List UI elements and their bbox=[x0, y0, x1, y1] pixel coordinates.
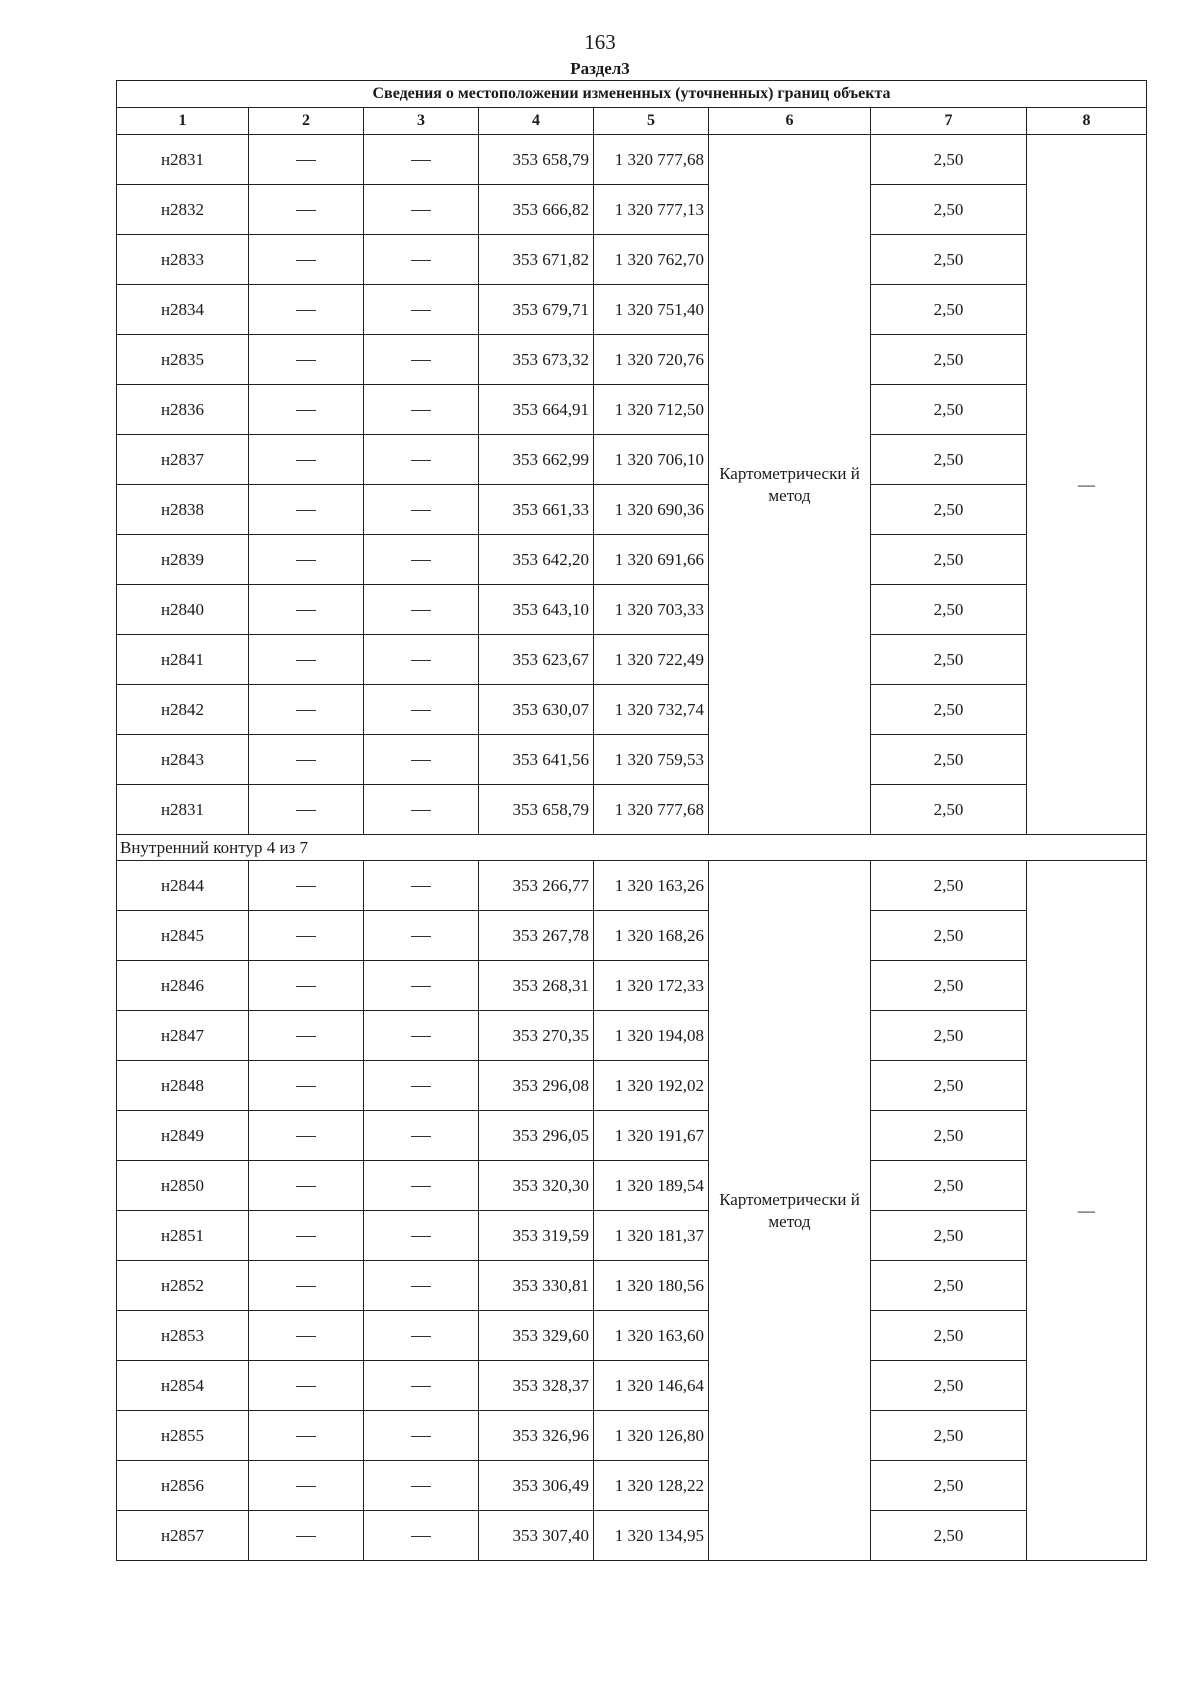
col2-value bbox=[249, 1261, 364, 1311]
table-row bbox=[117, 135, 1147, 185]
point-name: н2835 bbox=[117, 335, 249, 385]
x-coordinate: 353 296,08 bbox=[479, 1061, 594, 1111]
table-row bbox=[117, 961, 1147, 1011]
y-coordinate: 1 320 168,26 bbox=[594, 911, 709, 961]
col2-value bbox=[249, 135, 364, 185]
col2-value bbox=[249, 861, 364, 911]
column-number: 8 bbox=[1027, 108, 1147, 135]
y-coordinate: 1 320 720,76 bbox=[594, 335, 709, 385]
col2-value bbox=[249, 585, 364, 635]
x-coordinate: 353 662,99 bbox=[479, 435, 594, 485]
col2-value bbox=[249, 185, 364, 235]
col3-value bbox=[364, 1511, 479, 1561]
dash-mark bbox=[411, 1236, 431, 1237]
x-coordinate: 353 296,05 bbox=[479, 1111, 594, 1161]
y-coordinate: 1 320 732,74 bbox=[594, 685, 709, 735]
point-name: н2843 bbox=[117, 735, 249, 785]
precision-value: 2,50 bbox=[871, 485, 1027, 535]
x-coordinate: 353 623,67 bbox=[479, 635, 594, 685]
point-name: н2831 bbox=[117, 135, 249, 185]
table-row bbox=[117, 185, 1147, 235]
point-name: н2852 bbox=[117, 1261, 249, 1311]
page-number: 163 bbox=[584, 30, 616, 54]
col3-value bbox=[364, 911, 479, 961]
dash-mark bbox=[296, 160, 316, 161]
col3-value bbox=[364, 635, 479, 685]
y-coordinate: 1 320 690,36 bbox=[594, 485, 709, 535]
col3-value bbox=[364, 535, 479, 585]
col3-value bbox=[364, 135, 479, 185]
col3-value bbox=[364, 1111, 479, 1161]
col3-value bbox=[364, 785, 479, 835]
dash-mark bbox=[296, 1086, 316, 1087]
dash-mark bbox=[296, 1386, 316, 1387]
point-name: н2847 bbox=[117, 1011, 249, 1061]
table-row bbox=[117, 535, 1147, 585]
point-name: н2845 bbox=[117, 911, 249, 961]
x-coordinate: 353 319,59 bbox=[479, 1211, 594, 1261]
y-coordinate: 1 320 181,37 bbox=[594, 1211, 709, 1261]
table-row bbox=[117, 335, 1147, 385]
dash-mark bbox=[296, 760, 316, 761]
col3-value bbox=[364, 1061, 479, 1111]
precision-value: 2,50 bbox=[871, 1161, 1027, 1211]
dash-mark bbox=[296, 710, 316, 711]
dash-mark bbox=[411, 460, 431, 461]
precision-value: 2,50 bbox=[871, 1461, 1027, 1511]
point-name: н2832 bbox=[117, 185, 249, 235]
dash-mark bbox=[411, 410, 431, 411]
x-coordinate: 353 671,82 bbox=[479, 235, 594, 285]
col8-value: — bbox=[1027, 135, 1147, 835]
dash-mark bbox=[411, 1286, 431, 1287]
precision-value: 2,50 bbox=[871, 785, 1027, 835]
table-row bbox=[117, 235, 1147, 285]
dash-mark bbox=[411, 1386, 431, 1387]
dash-mark bbox=[411, 660, 431, 661]
precision-value: 2,50 bbox=[871, 1061, 1027, 1111]
dash-mark bbox=[296, 210, 316, 211]
point-name: н2831 bbox=[117, 785, 249, 835]
table-caption-row bbox=[117, 81, 1147, 108]
y-coordinate: 1 320 189,54 bbox=[594, 1161, 709, 1211]
x-coordinate: 353 267,78 bbox=[479, 911, 594, 961]
dash-mark bbox=[411, 886, 431, 887]
col2-value bbox=[249, 1211, 364, 1261]
column-number: 4 bbox=[479, 108, 594, 135]
y-coordinate: 1 320 777,68 bbox=[594, 785, 709, 835]
dash-mark bbox=[411, 1436, 431, 1437]
col3-value bbox=[364, 861, 479, 911]
y-coordinate: 1 320 777,13 bbox=[594, 185, 709, 235]
y-coordinate: 1 320 703,33 bbox=[594, 585, 709, 635]
y-coordinate: 1 320 759,53 bbox=[594, 735, 709, 785]
col3-value bbox=[364, 1461, 479, 1511]
point-name: н2849 bbox=[117, 1111, 249, 1161]
y-coordinate: 1 320 762,70 bbox=[594, 235, 709, 285]
precision-value: 2,50 bbox=[871, 1511, 1027, 1561]
column-number: 7 bbox=[871, 108, 1027, 135]
precision-value: 2,50 bbox=[871, 1011, 1027, 1061]
contour-title-row bbox=[117, 835, 1147, 861]
dash-mark bbox=[411, 810, 431, 811]
x-coordinate: 353 658,79 bbox=[479, 135, 594, 185]
precision-value: 2,50 bbox=[871, 435, 1027, 485]
x-coordinate: 353 268,31 bbox=[479, 961, 594, 1011]
x-coordinate: 353 673,32 bbox=[479, 335, 594, 385]
col2-value bbox=[249, 1061, 364, 1111]
dash-mark bbox=[296, 1536, 316, 1537]
dash-mark bbox=[296, 510, 316, 511]
dash-mark bbox=[296, 360, 316, 361]
dash-mark bbox=[296, 986, 316, 987]
dash-mark bbox=[296, 310, 316, 311]
dash-mark bbox=[411, 1486, 431, 1487]
col2-value bbox=[249, 1311, 364, 1361]
dash-mark bbox=[411, 1536, 431, 1537]
table-row bbox=[117, 1361, 1147, 1411]
point-name: н2854 bbox=[117, 1361, 249, 1411]
table-row bbox=[117, 1211, 1147, 1261]
col3-value bbox=[364, 1011, 479, 1061]
precision-value: 2,50 bbox=[871, 635, 1027, 685]
col2-value bbox=[249, 635, 364, 685]
col2-value bbox=[249, 385, 364, 435]
x-coordinate: 353 329,60 bbox=[479, 1311, 594, 1361]
point-name: н2841 bbox=[117, 635, 249, 685]
precision-value: 2,50 bbox=[871, 1361, 1027, 1411]
table-row bbox=[117, 1461, 1147, 1511]
table-row bbox=[117, 635, 1147, 685]
y-coordinate: 1 320 722,49 bbox=[594, 635, 709, 685]
col2-value bbox=[249, 1361, 364, 1411]
table-row bbox=[117, 785, 1147, 835]
col3-value bbox=[364, 335, 479, 385]
dash-mark bbox=[296, 1036, 316, 1037]
method-cell: Картометрически й метод bbox=[709, 135, 871, 835]
column-number: 1 bbox=[117, 108, 249, 135]
precision-value: 2,50 bbox=[871, 235, 1027, 285]
point-name: н2844 bbox=[117, 861, 249, 911]
x-coordinate: 353 266,77 bbox=[479, 861, 594, 911]
precision-value: 2,50 bbox=[871, 535, 1027, 585]
col2-value bbox=[249, 335, 364, 385]
point-name: н2837 bbox=[117, 435, 249, 485]
point-name: н2834 bbox=[117, 285, 249, 335]
table-row bbox=[117, 1061, 1147, 1111]
boundary-points-table bbox=[116, 80, 1147, 1561]
point-name: н2838 bbox=[117, 485, 249, 535]
col2-value bbox=[249, 1111, 364, 1161]
precision-value: 2,50 bbox=[871, 961, 1027, 1011]
section-title: Раздел3 bbox=[570, 59, 630, 78]
dash-mark bbox=[411, 760, 431, 761]
col3-value bbox=[364, 1361, 479, 1411]
dash-mark bbox=[411, 260, 431, 261]
dash-mark bbox=[411, 710, 431, 711]
col2-value bbox=[249, 1461, 364, 1511]
dash-mark bbox=[411, 1186, 431, 1187]
dash-mark bbox=[296, 410, 316, 411]
y-coordinate: 1 320 134,95 bbox=[594, 1511, 709, 1561]
dash-mark bbox=[411, 1036, 431, 1037]
precision-value: 2,50 bbox=[871, 185, 1027, 235]
col2-value bbox=[249, 911, 364, 961]
col2-value bbox=[249, 685, 364, 735]
y-coordinate: 1 320 194,08 bbox=[594, 1011, 709, 1061]
col2-value bbox=[249, 1011, 364, 1061]
precision-value: 2,50 bbox=[871, 911, 1027, 961]
dash-mark bbox=[296, 610, 316, 611]
contour-title: Внутренний контур 4 из 7 bbox=[117, 835, 1147, 861]
precision-value: 2,50 bbox=[871, 1111, 1027, 1161]
point-name: н2840 bbox=[117, 585, 249, 635]
x-coordinate: 353 679,71 bbox=[479, 285, 594, 335]
col3-value bbox=[364, 285, 479, 335]
y-coordinate: 1 320 751,40 bbox=[594, 285, 709, 335]
y-coordinate: 1 320 192,02 bbox=[594, 1061, 709, 1111]
x-coordinate: 353 664,91 bbox=[479, 385, 594, 435]
table-row bbox=[117, 1411, 1147, 1461]
table-row bbox=[117, 285, 1147, 335]
col2-value bbox=[249, 735, 364, 785]
column-number-row bbox=[117, 108, 1147, 135]
col3-value bbox=[364, 235, 479, 285]
x-coordinate: 353 630,07 bbox=[479, 685, 594, 735]
table-row bbox=[117, 1261, 1147, 1311]
table-row bbox=[117, 485, 1147, 535]
dash-mark bbox=[411, 1086, 431, 1087]
col3-value bbox=[364, 385, 479, 435]
col2-value bbox=[249, 285, 364, 335]
dash-mark bbox=[411, 210, 431, 211]
table-row bbox=[117, 861, 1147, 911]
table-row bbox=[117, 1011, 1147, 1061]
col3-value bbox=[364, 485, 479, 535]
table-row bbox=[117, 585, 1147, 635]
dash-mark bbox=[296, 936, 316, 937]
table-caption: Сведения о местоположении измененных (уточненных) границ объекта bbox=[117, 81, 1147, 108]
table-row bbox=[117, 1511, 1147, 1561]
dash-mark bbox=[296, 560, 316, 561]
col3-value bbox=[364, 1211, 479, 1261]
column-number: 5 bbox=[594, 108, 709, 135]
point-name: н2839 bbox=[117, 535, 249, 585]
precision-value: 2,50 bbox=[871, 735, 1027, 785]
column-number: 3 bbox=[364, 108, 479, 135]
table-row bbox=[117, 385, 1147, 435]
precision-value: 2,50 bbox=[871, 1411, 1027, 1461]
col3-value bbox=[364, 961, 479, 1011]
point-name: н2857 bbox=[117, 1511, 249, 1561]
table-row bbox=[117, 685, 1147, 735]
y-coordinate: 1 320 172,33 bbox=[594, 961, 709, 1011]
y-coordinate: 1 320 126,80 bbox=[594, 1411, 709, 1461]
dash-mark bbox=[411, 360, 431, 361]
column-number: 6 bbox=[709, 108, 871, 135]
point-name: н2850 bbox=[117, 1161, 249, 1211]
dash-mark bbox=[411, 986, 431, 987]
col3-value bbox=[364, 1261, 479, 1311]
dash-mark bbox=[296, 1486, 316, 1487]
dash-mark bbox=[411, 160, 431, 161]
col3-value bbox=[364, 685, 479, 735]
table-row bbox=[117, 735, 1147, 785]
y-coordinate: 1 320 777,68 bbox=[594, 135, 709, 185]
x-coordinate: 353 326,96 bbox=[479, 1411, 594, 1461]
x-coordinate: 353 328,37 bbox=[479, 1361, 594, 1411]
point-name: н2836 bbox=[117, 385, 249, 435]
precision-value: 2,50 bbox=[871, 1311, 1027, 1361]
col2-value bbox=[249, 785, 364, 835]
dash-mark bbox=[411, 610, 431, 611]
dash-mark bbox=[411, 310, 431, 311]
dash-mark bbox=[296, 1136, 316, 1137]
table-row bbox=[117, 1111, 1147, 1161]
dash-mark bbox=[296, 1336, 316, 1337]
dash-mark bbox=[296, 1436, 316, 1437]
dash-mark bbox=[296, 660, 316, 661]
precision-value: 2,50 bbox=[871, 1261, 1027, 1311]
y-coordinate: 1 320 180,56 bbox=[594, 1261, 709, 1311]
dash-mark bbox=[296, 1286, 316, 1287]
col2-value bbox=[249, 961, 364, 1011]
col2-value bbox=[249, 485, 364, 535]
x-coordinate: 353 642,20 bbox=[479, 535, 594, 585]
col2-value bbox=[249, 535, 364, 585]
y-coordinate: 1 320 146,64 bbox=[594, 1361, 709, 1411]
col2-value bbox=[249, 435, 364, 485]
x-coordinate: 353 330,81 bbox=[479, 1261, 594, 1311]
column-number: 2 bbox=[249, 108, 364, 135]
y-coordinate: 1 320 163,26 bbox=[594, 861, 709, 911]
dash-mark bbox=[296, 886, 316, 887]
point-name: н2851 bbox=[117, 1211, 249, 1261]
y-coordinate: 1 320 691,66 bbox=[594, 535, 709, 585]
dash-mark bbox=[411, 1136, 431, 1137]
dash-mark bbox=[296, 260, 316, 261]
precision-value: 2,50 bbox=[871, 385, 1027, 435]
dash-mark bbox=[411, 510, 431, 511]
x-coordinate: 353 658,79 bbox=[479, 785, 594, 835]
table-row bbox=[117, 911, 1147, 961]
col2-value bbox=[249, 1511, 364, 1561]
dash-mark bbox=[411, 560, 431, 561]
x-coordinate: 353 306,49 bbox=[479, 1461, 594, 1511]
x-coordinate: 353 666,82 bbox=[479, 185, 594, 235]
precision-value: 2,50 bbox=[871, 285, 1027, 335]
table-row bbox=[117, 1161, 1147, 1211]
point-name: н2846 bbox=[117, 961, 249, 1011]
dash-mark bbox=[296, 1186, 316, 1187]
y-coordinate: 1 320 191,67 bbox=[594, 1111, 709, 1161]
point-name: н2855 bbox=[117, 1411, 249, 1461]
col3-value bbox=[364, 435, 479, 485]
point-name: н2833 bbox=[117, 235, 249, 285]
method-cell: Картометрически й метод bbox=[709, 861, 871, 1561]
col3-value bbox=[364, 1411, 479, 1461]
col3-value bbox=[364, 1161, 479, 1211]
col8-value: — bbox=[1027, 861, 1147, 1561]
point-name: н2856 bbox=[117, 1461, 249, 1511]
dash-mark bbox=[296, 810, 316, 811]
y-coordinate: 1 320 706,10 bbox=[594, 435, 709, 485]
dash-mark bbox=[411, 936, 431, 937]
col3-value bbox=[364, 585, 479, 635]
precision-value: 2,50 bbox=[871, 1211, 1027, 1261]
col2-value bbox=[249, 235, 364, 285]
col2-value bbox=[249, 1161, 364, 1211]
dash-mark bbox=[296, 1236, 316, 1237]
precision-value: 2,50 bbox=[871, 685, 1027, 735]
dash-mark bbox=[296, 460, 316, 461]
y-coordinate: 1 320 712,50 bbox=[594, 385, 709, 435]
precision-value: 2,50 bbox=[871, 135, 1027, 185]
precision-value: 2,50 bbox=[871, 861, 1027, 911]
point-name: н2853 bbox=[117, 1311, 249, 1361]
x-coordinate: 353 643,10 bbox=[479, 585, 594, 635]
x-coordinate: 353 270,35 bbox=[479, 1011, 594, 1061]
x-coordinate: 353 307,40 bbox=[479, 1511, 594, 1561]
table-row bbox=[117, 1311, 1147, 1361]
precision-value: 2,50 bbox=[871, 585, 1027, 635]
point-name: н2842 bbox=[117, 685, 249, 735]
y-coordinate: 1 320 128,22 bbox=[594, 1461, 709, 1511]
x-coordinate: 353 320,30 bbox=[479, 1161, 594, 1211]
dash-mark bbox=[411, 1336, 431, 1337]
col3-value bbox=[364, 735, 479, 785]
x-coordinate: 353 641,56 bbox=[479, 735, 594, 785]
col3-value bbox=[364, 1311, 479, 1361]
table-row bbox=[117, 435, 1147, 485]
col2-value bbox=[249, 1411, 364, 1461]
point-name: н2848 bbox=[117, 1061, 249, 1111]
y-coordinate: 1 320 163,60 bbox=[594, 1311, 709, 1361]
x-coordinate: 353 661,33 bbox=[479, 485, 594, 535]
col3-value bbox=[364, 185, 479, 235]
precision-value: 2,50 bbox=[871, 335, 1027, 385]
